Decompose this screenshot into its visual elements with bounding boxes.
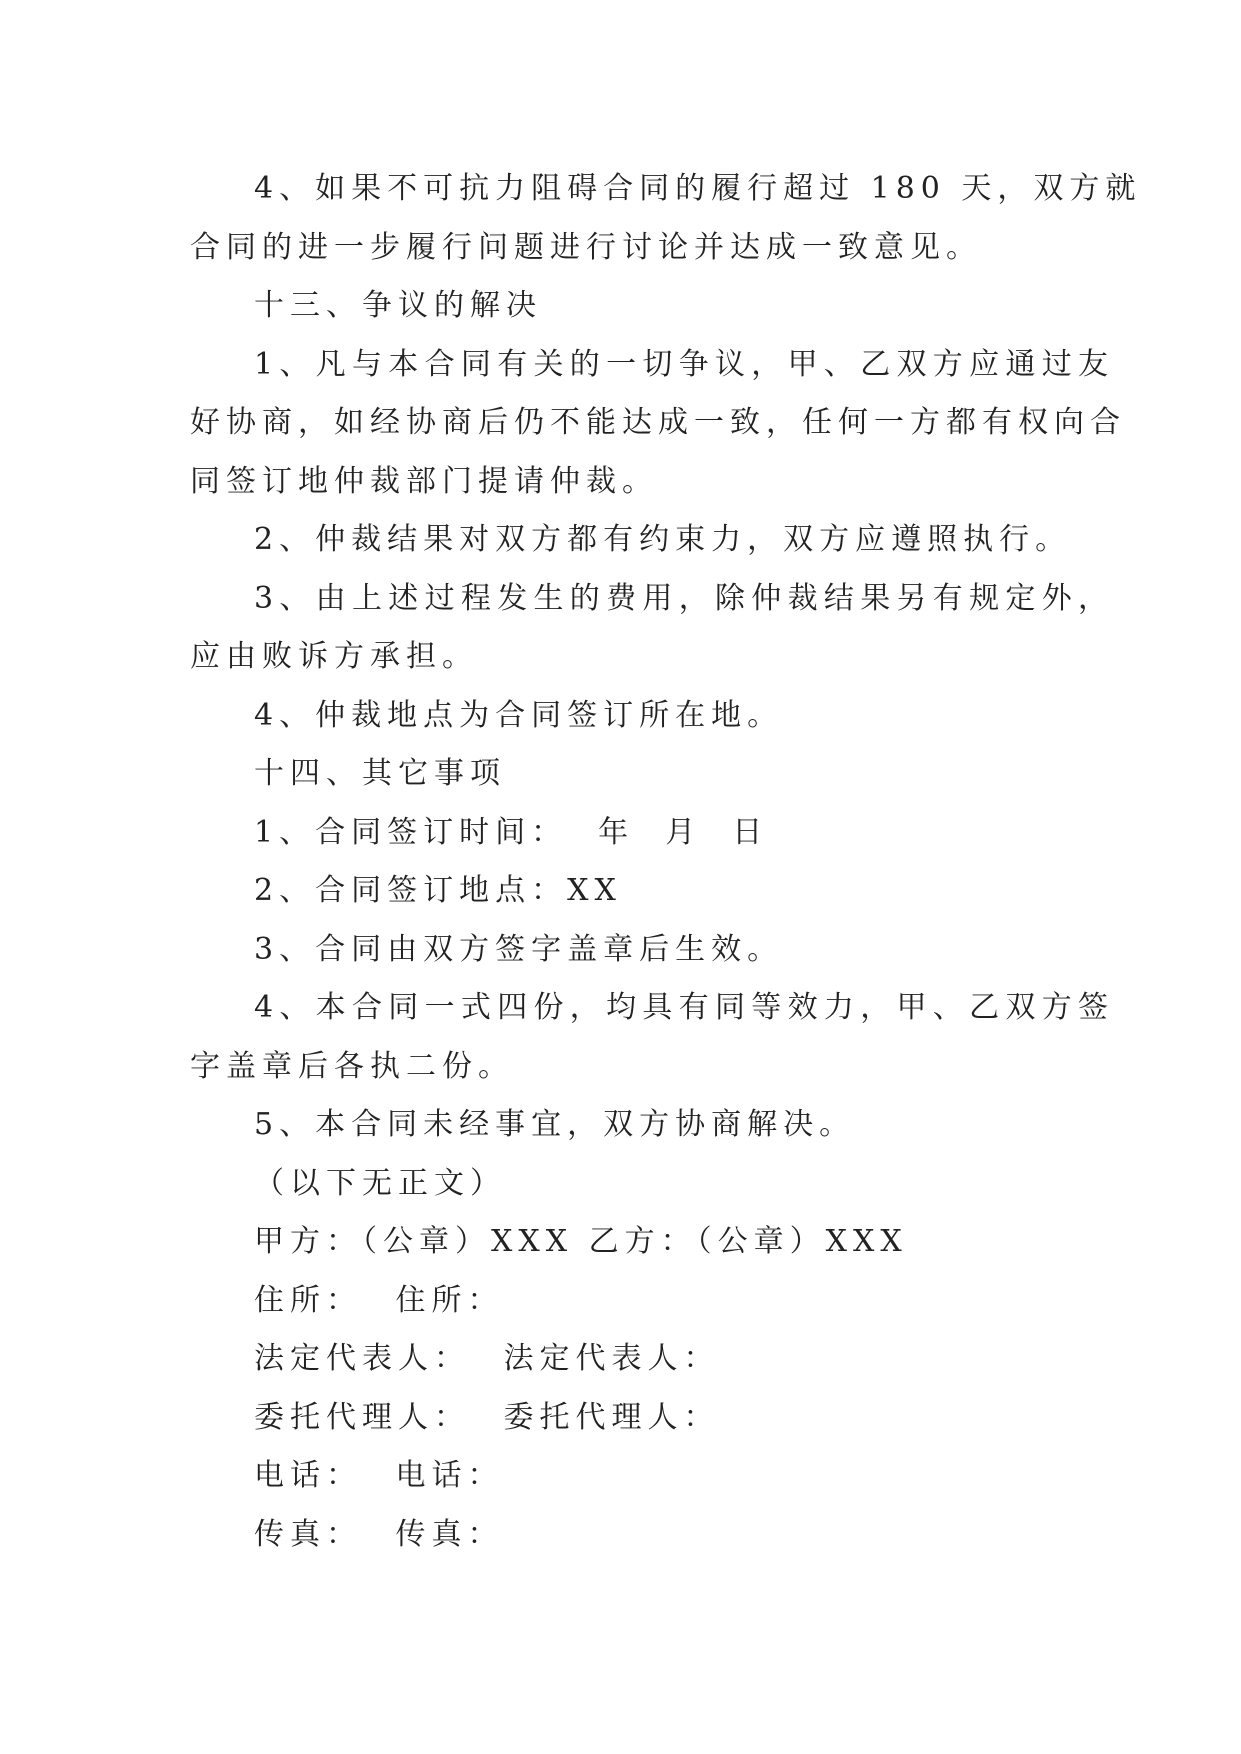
clause-14-5 [190,1096,1050,1155]
heading-14 [190,745,1050,804]
section-heading: 十四、其它事项 [254,756,506,791]
clause-13-3 [190,570,1114,687]
text-line: 合同的进一步履行问题进行讨论并达成一致意见。 [190,229,982,265]
text-line: 2、仲裁结果对双方都有约束力，双方应遵照执行。 [254,522,1072,557]
text-line: （以下无正文） [254,1165,506,1201]
text-line: 委托代理人： 委托代理人： [254,1399,720,1435]
text-line: 甲方：（公章）XXX 乙方：（公章）XXX [254,1224,908,1259]
clause-14-4 [190,979,1114,1096]
text-line: 2、合同签订地点：XX [254,873,622,908]
text-line: 法定代表人： 法定代表人： [254,1341,720,1376]
heading-13 [190,277,1050,336]
no-further-text [190,1155,1050,1214]
text-line: 电话： 电话： [254,1458,504,1493]
clause-14-3 [190,921,1050,980]
text-line: 4、本合同一式四份，均具有同等效力，甲、乙双方签 [254,990,1114,1025]
clause-14-1 [190,804,1050,863]
clause-12-4 [190,160,1142,277]
text-line: 应由败诉方承担。 [190,639,478,674]
clause-13-2 [190,511,1072,570]
clause-14-2 [190,862,1050,921]
contract-text [190,160,1142,1564]
section-heading: 十三、争议的解决 [254,288,542,323]
text-line: 4、仲裁地点为合同签订所在地。 [254,697,784,733]
fax-fields [190,1506,1050,1565]
text-line: 1、合同签订时间： 年 月 日 [254,814,769,850]
address-fields [190,1272,1050,1331]
text-line: 3、合同由双方签字盖章后生效。 [254,931,784,967]
text-line: 字盖章后各执二份。 [190,1048,514,1084]
phone-fields [190,1447,1050,1506]
agent-fields [190,1389,1050,1448]
text-line: 传真： 传真： [254,1516,504,1552]
text-line: 好协商，如经协商后仍不能达成一致，任何一方都有权向合 [190,405,1126,440]
text-line: 1、凡与本合同有关的一切争议，甲、乙双方应通过友 [254,346,1114,382]
party-seals [190,1213,1050,1272]
legal-rep-fields [190,1330,1050,1389]
text-line: 3、由上述过程发生的费用，除仲裁结果另有规定外， [254,580,1114,616]
text-line: 5、本合同未经事宜，双方协商解决。 [254,1107,856,1142]
text-line: 住所： 住所： [254,1282,504,1318]
text-line: 4、如果不可抗力阻碍合同的履行超过 180 天，双方就 [254,171,1142,206]
text-line: 同签订地仲裁部门提请仲裁。 [190,463,658,499]
clause-13-4 [190,687,1050,746]
clause-13-1 [190,336,1126,512]
